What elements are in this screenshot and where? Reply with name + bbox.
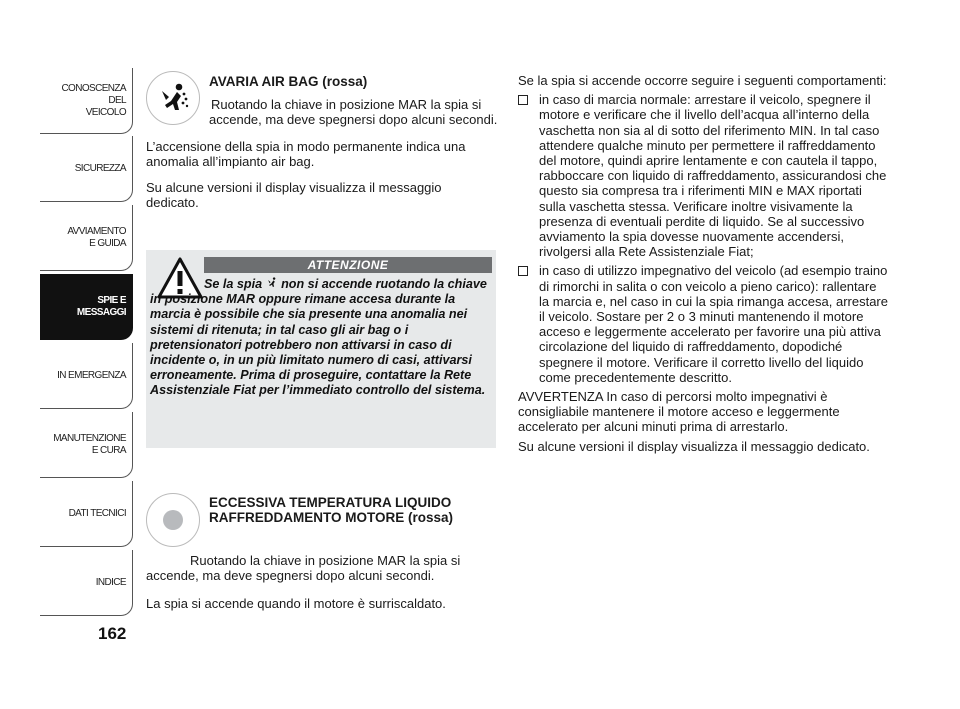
page-number: 162: [98, 624, 127, 643]
tab-conoscenza-del-veicolo[interactable]: CONOSCENZA DEL VEICOLO: [40, 68, 133, 134]
temperature-intro: Ruotando la chiave in posizione MAR la spia si accende, ma deve spegnersi dopo alcuni secondi.: [146, 553, 461, 583]
airbag-paragraph-2: Su alcune versioni il display visualizza il messaggio dedicato.: [146, 180, 442, 210]
warning-text: Se la spia non si accende ruotando la chiave in posizione MAR oppure rimane accesa durante la marcia è possibile che sia presente una anomalia nei sistemi di ritenuta; in tal caso gli air bag o i pretensionatori potrebbero non attivarsi in caso di incidente o, in un più limitato numero di casi, attivarsi erroneamente. Prima di proseguire, contattare la Rete Assistenziale Fiat per l’immediato controllo del sistema.: [150, 277, 487, 398]
airbag-inline-icon: [266, 276, 278, 289]
tab-avviamento-e-guida[interactable]: AVVIAMENTO E GUIDA: [40, 205, 133, 271]
airbag-intro: Ruotando la chiave in posizione MAR la spia si accende, ma deve spegnersi dopo alcuni secondi.: [209, 97, 498, 127]
temperature-lamp-indicator: [163, 510, 183, 530]
tab-sicurezza[interactable]: SICUREZZA: [40, 136, 133, 202]
checkbox-bullet-icon: [518, 266, 528, 276]
warning-box: [146, 250, 496, 448]
airbag-title: AVARIA AIR BAG (rossa): [209, 74, 368, 89]
list-item: in caso di marcia normale: arrestare il veicolo, spegnere il motore e verificare che il livello dell’acqua all’interno della vaschetta non sia al di sotto del riferimento MIN. In tal caso attendere qualche minuto per permettere il raffreddamento del motore, quindi aprire lentamente e con cautela il tappo, rabboccare con liquido di raffreddamento, assicurandosi che questo sia compresa tra i riferimenti MIN e MAX riportati sulla vaschetta stessa. Verificare inoltre visivamente la presenza di eventuali perdite di liquido. Se al successivo avviamento la spia dovesse nuovamente accendersi, rivolgersi alla Rete Assistenziale Fiat;: [518, 92, 890, 259]
right-intro: Se la spia si accende occorre seguire i seguenti comportamenti:: [518, 73, 887, 88]
tab-dati-tecnici[interactable]: DATI TECNICI: [40, 481, 133, 547]
right-column: [518, 73, 890, 458]
tab-spie-e-messaggi[interactable]: SPIE E MESSAGGI: [40, 274, 133, 340]
tab-in-emergenza[interactable]: IN EMERGENZA: [40, 343, 133, 409]
engine-temperature-icon: [146, 493, 200, 547]
temperature-paragraph-1: La spia si accende quando il motore è surriscaldato.: [146, 596, 446, 611]
temperature-title: ECCESSIVA TEMPERATURA LIQUIDO RAFFREDDAMENTO MOTORE (rossa): [209, 495, 454, 525]
list-item: in caso di utilizzo impegnativo del veicolo (ad esempio traino di rimorchi in salita o con veicolo a pieno carico): rallentare la marcia e, nel caso in cui la spia rimanga accesa, arrestare il veicolo. Sostare per 2 o 3 minuti mantenendo il motore acceso e leggermente accelerato per favorire una più attiva circolazione del liquido di raffreddamento, dopodiché spegnere il motore. Verificare il corretto livello del liquido come precedentemente descritto.: [518, 263, 890, 385]
airbag-warning-icon: [146, 71, 200, 125]
airbag-paragraph-1: L’accensione della spia in modo permanente indica una anomalia all’impianto air bag.: [146, 139, 466, 169]
right-note: AVVERTENZA In caso di percorsi molto impegnativi è consigliabile mantenere il motore acceso e leggermente accelerato per alcuni minuti prima di arrestarlo.: [518, 389, 840, 435]
tab-indice[interactable]: INDICE: [40, 550, 133, 616]
checkbox-bullet-icon: [518, 95, 528, 105]
warning-label: ATTENZIONE: [204, 257, 492, 273]
tab-manutenzione-e-cura[interactable]: MANUTENZIONE E CURA: [40, 412, 133, 478]
right-final: Su alcune versioni il display visualizza il messaggio dedicato.: [518, 438, 870, 454]
